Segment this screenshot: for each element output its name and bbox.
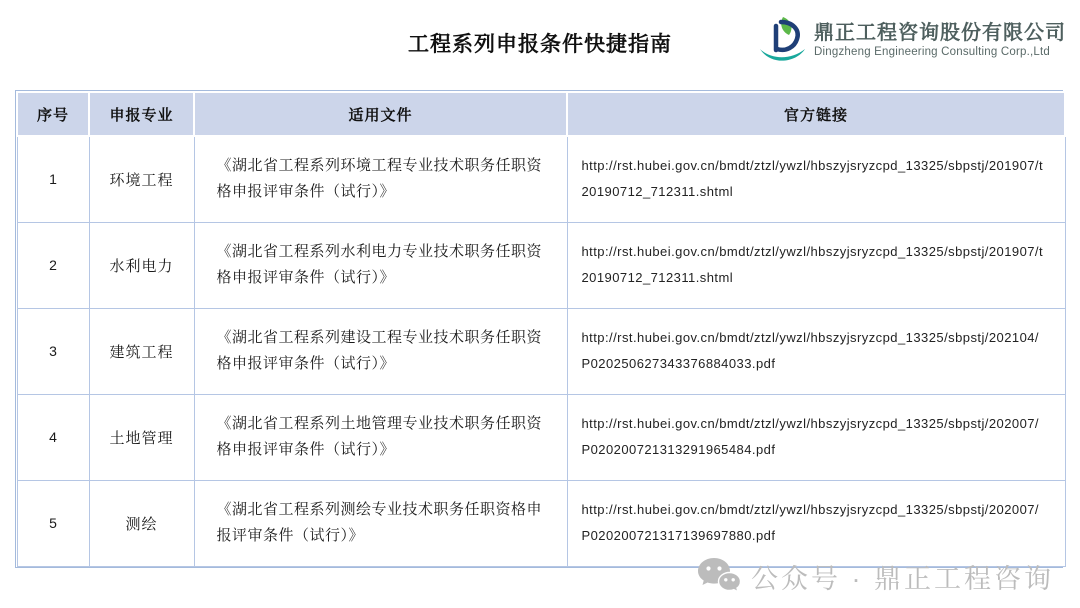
page-title: 工程系列申报条件快捷指南 [408, 33, 672, 56]
wechat-icon [697, 556, 741, 596]
row-major: 测绘 [89, 480, 194, 566]
company-name-zh: 鼎正工程咨询股份有限公司 [814, 22, 1066, 44]
row-document: 《湖北省工程系列建设工程专业技术职务任职资格申报评审条件（试行）》 [194, 308, 567, 394]
row-document: 《湖北省工程系列环境工程专业技术职务任职资格申报评审条件（试行）》 [194, 136, 567, 222]
table-row [17, 222, 1065, 308]
wechat-watermark [697, 556, 1054, 596]
row-number: 5 [17, 480, 89, 566]
row-link-url: http://rst.hubei.gov.cn/bmdt/ztzl/ywzl/hbszyjsryzcpd_13325/sbpstj/202104/P020250627343376884033.pdf [567, 308, 1065, 394]
table-row [17, 394, 1065, 480]
row-number: 2 [17, 222, 89, 308]
row-major: 建筑工程 [89, 308, 194, 394]
row-document: 《湖北省工程系列测绘专业技术职务任职资格申报评审条件（试行）》 [194, 480, 567, 566]
row-link-url: http://rst.hubei.gov.cn/bmdt/ztzl/ywzl/hbszyjsryzcpd_13325/sbpstj/201907/t20190712_712311.shtml [567, 222, 1065, 308]
table-row [17, 308, 1065, 394]
dingzheng-d-logo-icon [756, 16, 808, 64]
row-major: 水利电力 [89, 222, 194, 308]
header-col-document: 适用文件 [194, 92, 567, 136]
row-number: 1 [17, 136, 89, 222]
guide-table [15, 90, 1063, 568]
row-link-url: http://rst.hubei.gov.cn/bmdt/ztzl/ywzl/hbszyjsryzcpd_13325/sbpstj/201907/t20190712_712311.shtml [567, 136, 1065, 222]
company-name-block [814, 21, 1066, 59]
watermark-text: 公众号 · 鼎正工程咨询 [751, 563, 1054, 594]
row-link-url: http://rst.hubei.gov.cn/bmdt/ztzl/ywzl/hbszyjsryzcpd_13325/sbpstj/202007/P020200721317139697880.pdf [567, 480, 1065, 566]
row-document: 《湖北省工程系列水利电力专业技术职务任职资格申报评审条件（试行）》 [194, 222, 567, 308]
row-number: 3 [17, 308, 89, 394]
table-header-row [17, 92, 1065, 136]
table-row [17, 480, 1065, 566]
row-link-url: http://rst.hubei.gov.cn/bmdt/ztzl/ywzl/hbszyjsryzcpd_13325/sbpstj/202007/P020200721313291965484.pdf [567, 394, 1065, 480]
row-major: 环境工程 [89, 136, 194, 222]
row-major: 土地管理 [89, 394, 194, 480]
header-col-major: 申报专业 [89, 92, 194, 136]
row-document: 《湖北省工程系列土地管理专业技术职务任职资格申报评审条件（试行）》 [194, 394, 567, 480]
table-row [17, 136, 1065, 222]
company-name-en: Dingzheng Engineering Consulting Corp.,Ltd [814, 46, 1050, 58]
company-logo [756, 16, 1066, 64]
row-number: 4 [17, 394, 89, 480]
header-col-number: 序号 [17, 92, 89, 136]
header-col-link: 官方链接 [567, 92, 1065, 136]
